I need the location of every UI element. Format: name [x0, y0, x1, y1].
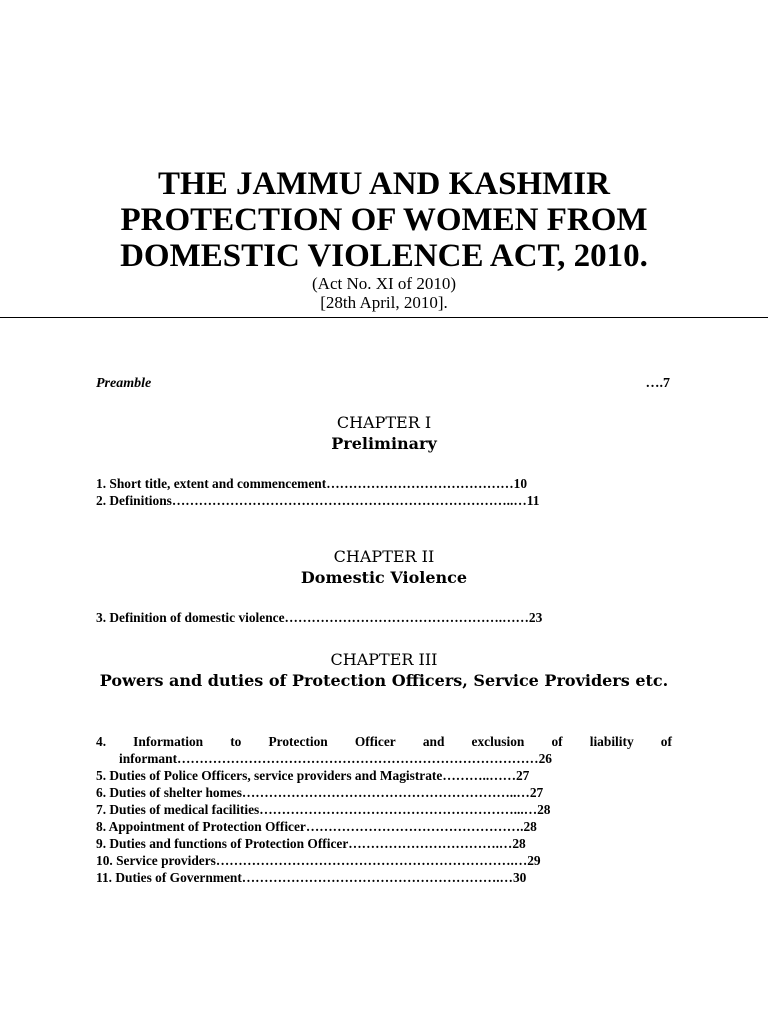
toc-entry[interactable]: 2. Definitions…………………………………………………………………..…11: [96, 493, 540, 508]
toc-entry[interactable]: 11. Duties of Government………………………………………………….…30: [96, 870, 527, 885]
chapter-number: CHAPTER II: [333, 547, 435, 566]
title-block: [0, 166, 768, 312]
toc-entry[interactable]: 3. Definition of domestic violence………………………………………….……23: [96, 610, 543, 625]
preamble-page: ….7: [645, 376, 670, 391]
chapter-name: Powers and duties of Protection Officers, Service Providers etc.: [99, 671, 669, 690]
chapter-name: Domestic Violence: [300, 568, 468, 587]
toc-entry[interactable]: 10. Service providers………………………………………………………….…29: [96, 853, 541, 868]
word: to: [230, 734, 242, 749]
word: Protection: [268, 734, 328, 749]
preamble-entry[interactable]: [96, 376, 670, 392]
chapter-2-entries: [96, 609, 672, 626]
word: liability: [589, 734, 634, 749]
word: Information: [133, 734, 204, 749]
word: of: [660, 734, 672, 749]
chapter-number: CHAPTER I: [336, 413, 432, 432]
toc-entry[interactable]: 7. Duties of medical facilities…………………………………………………...…28: [96, 802, 551, 817]
chapter-3-entries: [96, 733, 672, 886]
act-title-line-1: THE JAMMU AND KASHMIR: [158, 166, 610, 202]
toc-entry[interactable]: [96, 733, 672, 767]
preamble-label: Preamble: [96, 376, 152, 391]
chapter-1-heading: [96, 413, 672, 455]
chapter-2-heading: [96, 547, 672, 589]
act-date: [28th April, 2010].: [320, 293, 448, 312]
chapter-3-heading: [96, 650, 672, 692]
act-title-line-2: PROTECTION OF WOMEN FROM: [120, 202, 648, 238]
toc-entry[interactable]: 9. Duties and functions of Protection Officer…………………………….…28: [96, 836, 526, 851]
word: 4.: [96, 734, 107, 749]
toc-entry[interactable]: 5. Duties of Police Officers, service providers and Magistrate………..……27: [96, 768, 530, 783]
act-number: (Act No. XI of 2010): [312, 274, 456, 293]
word: Officer: [354, 734, 396, 749]
toc-entry-line-2: informant………………………………………………………………………26: [119, 751, 552, 766]
chapter-name: Preliminary: [331, 434, 437, 453]
chapter-number: CHAPTER III: [330, 650, 438, 669]
chapter-1-entries: [96, 475, 672, 509]
toc-entry[interactable]: 8. Appointment of Protection Officer………………………………………….28: [96, 819, 537, 834]
toc-entry[interactable]: 1. Short title, extent and commencement……………………………………10: [96, 476, 528, 491]
word: and: [422, 734, 445, 749]
word: of: [551, 734, 563, 749]
horizontal-rule: [0, 317, 768, 318]
act-title-line-3: DOMESTIC VIOLENCE ACT, 2010.: [120, 238, 648, 274]
toc-entry-line-1: [96, 733, 672, 750]
word: exclusion: [471, 734, 525, 749]
toc-entry[interactable]: 6. Duties of shelter homes……………………………………………………..…27: [96, 785, 544, 800]
